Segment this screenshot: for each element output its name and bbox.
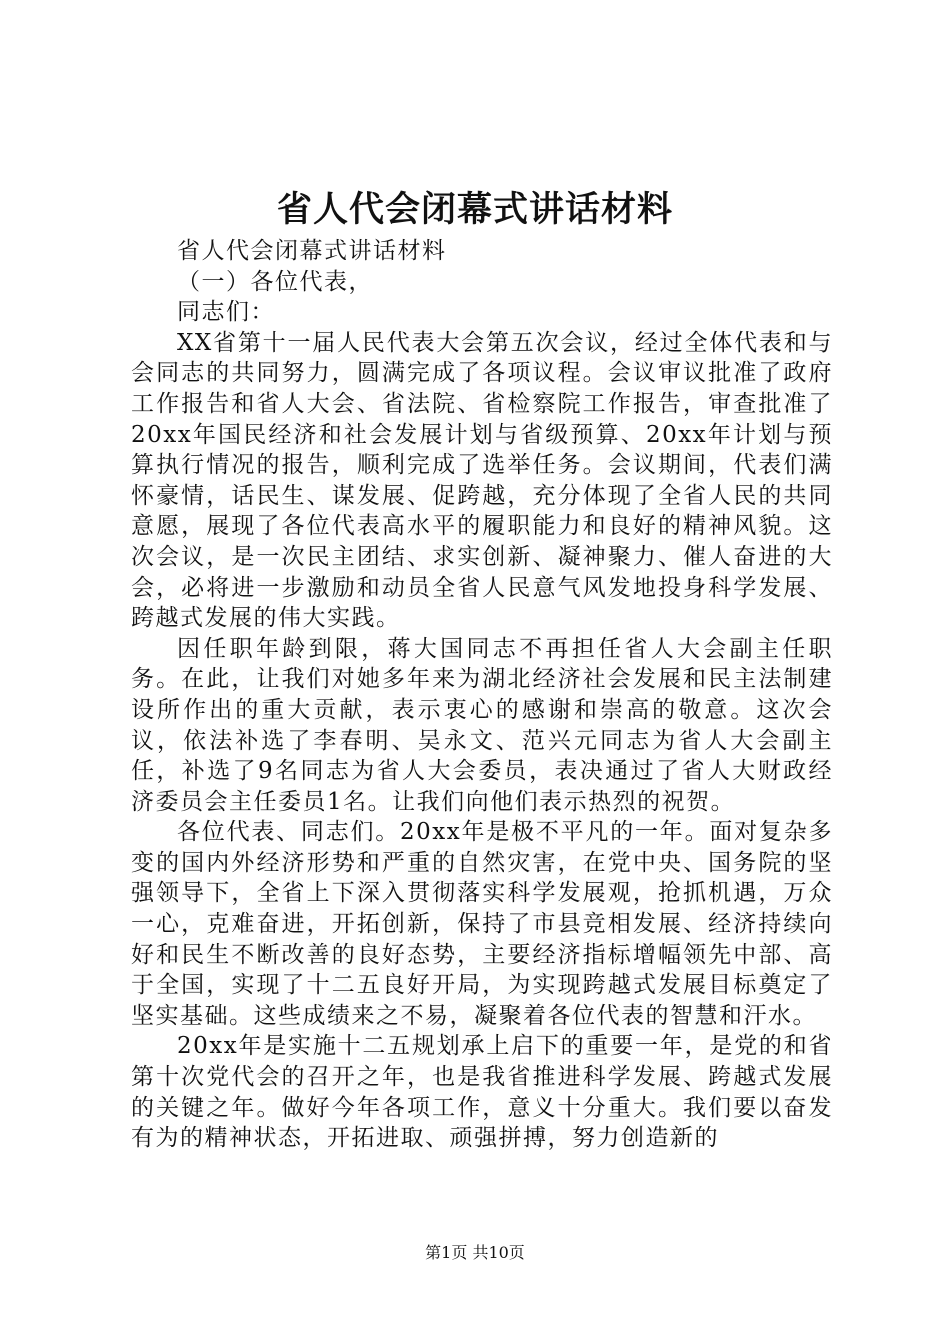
paragraph: 各位代表、同志们。20xx年是极不平凡的一年。面对复杂多变的国内外经济形势和严重的自然灾害，在党中央、国务院的坚强领导下，全省上下深入贯彻落实科学发展观，抢抓机遇，万众一心，克难奋进，开拓创新，保持了市县竞相发展、经济持续向好和民生不断改善的良好态势，主要经济指标增幅领先中部、高于全国，实现了十二五良好开局，为实现跨越式发展目标奠定了坚实基础。这些成绩来之不易，凝聚着各位代表的智慧和汗水。 bbox=[131, 819, 833, 1029]
document-title: 省人代会闭幕式讲话材料 bbox=[276, 189, 673, 230]
paragraph: 省人代会闭幕式讲话材料 bbox=[177, 238, 447, 264]
paragraph: XX省第十一届人民代表大会第五次会议，经过全体代表和与会同志的共同努力，圆满完成了各项议程。会议审议批准了政府工作报告和省人大会、省法院、省检察院工作报告，审查批准了20xx年国民经济和社会发展计划与省级预算、20xx年计划与预算执行情况的报告，顺利完成了选举任务。会议期间，代表们满怀豪情，话民生、谋发展、促跨越，充分体现了全省人民的共同意愿，展现了各位代表高水平的履职能力和良好的精神风貌。这次会议，是一次民主团结、求实创新、凝神聚力、催人奋进的大会，必将进一步激励和动员全省人民意气风发地投身科学发展、跨越式发展的伟大实践。 bbox=[131, 329, 833, 632]
paragraph: 同志们： bbox=[177, 299, 275, 326]
document-body bbox=[131, 236, 833, 1154]
page-number-footer: 第1页 共10页 bbox=[425, 1243, 525, 1262]
paragraph: 因任职年龄到限，蒋大国同志不再担任省人大会副主任职务。在此，让我们对她多年来为湖北经济社会发展和民主法制建设所作出的重大贡献，表示衷心的感谢和崇高的敬意。这次会议，依法补选了李春明、吴永文、范兴元同志为省人大会副主任，补选了9名同志为省人大会委员，表决通过了省人大财政经济委员会主任委员1名。让我们向他们表示热烈的祝贺。 bbox=[131, 635, 833, 815]
paragraph: 20xx年是实施十二五规划承上启下的重要一年，是党的和省第十次党代会的召开之年，也是我省推进科学发展、跨越式发展的关键之年。做好今年各项工作，意义十分重大。我们要以奋发有为的精神状态，开拓进取、顽强拼搏，努力创造新的 bbox=[131, 1033, 833, 1152]
paragraph: （一）各位代表， bbox=[177, 268, 373, 295]
